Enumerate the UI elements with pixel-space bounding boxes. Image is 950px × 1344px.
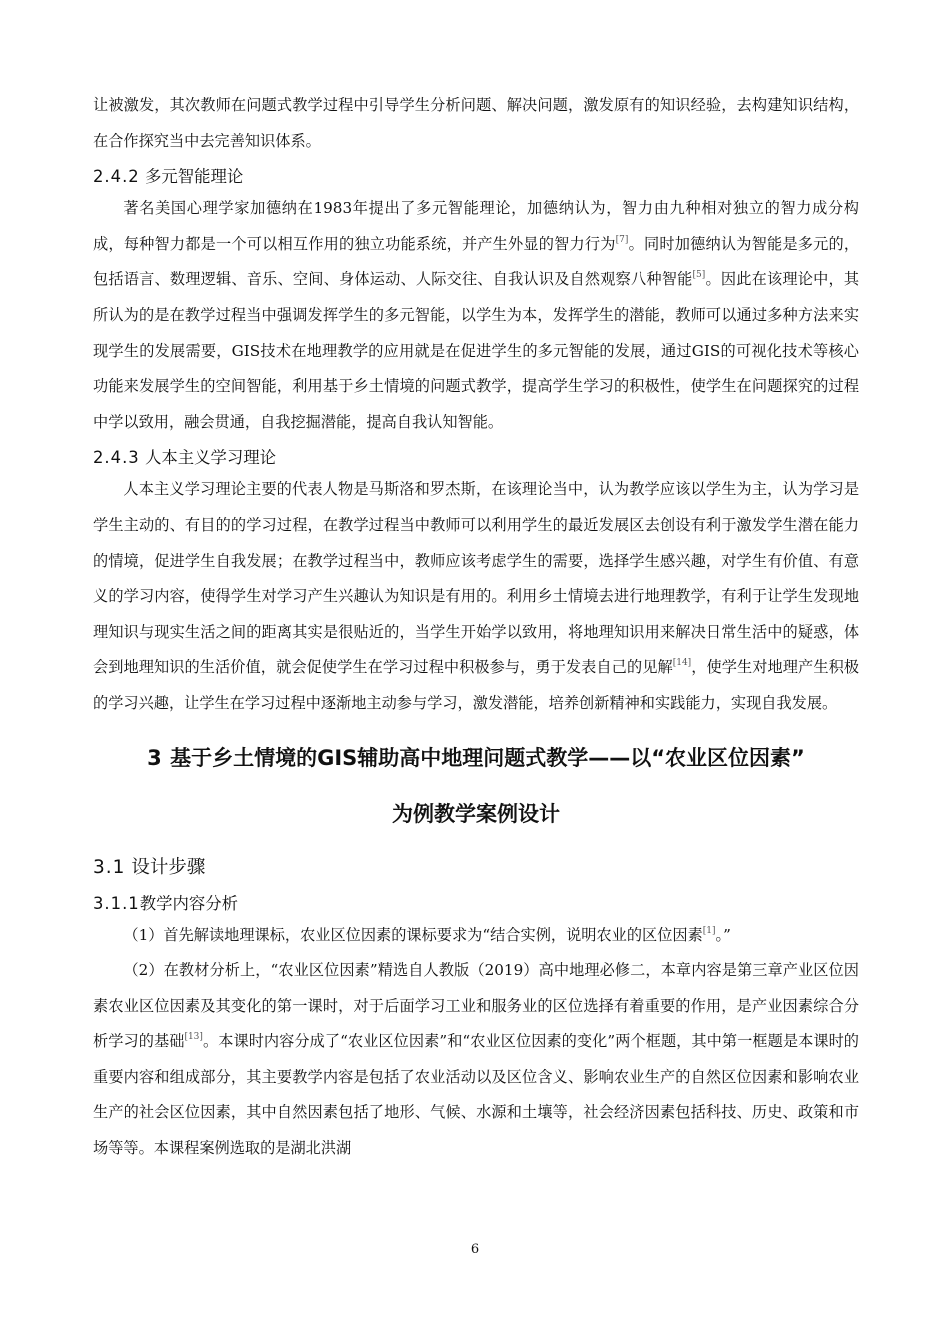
citation: [14]	[672, 658, 692, 669]
section-number: 3.1.1	[93, 893, 140, 913]
page-number: 6	[470, 1242, 480, 1257]
multiple-intelligence-paragraph	[93, 191, 859, 440]
text-run: ，使学生对地理产生积极的学习兴趣，让学生在学习过程中逐渐地主动参与学习，激发潜能，培养创新精神和实践能力，实现自我发展。	[93, 658, 860, 712]
page-content	[93, 88, 859, 1167]
chapter-3-heading	[93, 730, 859, 842]
section-2-4-3-heading	[93, 444, 859, 472]
text-run: 著名美国心理学家加德纳在1983年提出了多元智能理论，加德纳认为，智力由九种相对独立的智力成分构成，每种智力都是一个可以相互作用的独立功能系统，并产生外显的智力行为	[93, 199, 859, 253]
section-3-1-heading	[93, 850, 859, 886]
citation: [5]	[692, 270, 706, 281]
text-run: 。”	[715, 925, 731, 944]
chapter-title-line-1	[93, 730, 859, 786]
text-run: （1）首先解读地理课标，农业区位因素的课标要求为“结合实例，说明农业的区位因素	[123, 925, 703, 944]
chapter-title-text: 基于乡土情境的GIS辅助高中地理问题式教学——以“农业区位因素”	[170, 745, 805, 770]
text-run: （2）在教材分析上，“农业区位因素”精选自人教版（2019）高中地理必修二，本章内容是第三章产业区位因素农业区位因素及其变化的第一课时，对于后面学习工业和服务业的区位选择有着重要的作用，是产业因素综合分析学习的基础	[93, 961, 859, 1051]
chapter-title-line-2: 为例教学案例设计	[392, 801, 560, 826]
section-title: 教学内容分析	[139, 893, 239, 913]
citation: [13]	[184, 1032, 203, 1043]
section-title: 多元智能理论	[144, 167, 244, 187]
humanistic-learning-paragraph	[93, 472, 859, 721]
text-run: 人本主义学习理论主要的代表人物是马斯洛和罗杰斯，在该理论当中，认为教学应该以学生为主，认为学习是学生主动的、有目的的学习过程，在教学过程当中教师可以利用学生的最近发展区去创设有利于激发学生潜在能力的情境，促进学生自我发展；在教学过程当中，教师应该考虑学生的需要，选择学生感兴趣，对学生有价值、有意义的学习内容，使得学生对学习产生兴趣认为知识是有用的。利用乡土情境去进行地理教学，有利于让学生发现地理知识与现实生活之间的距离其实是很贴近的，当学生开始学以致用，将地理知识用来解决日常生活中的疑惑，体会到地理知识的生活价值，就会促使学生在学习过程中积极参与，勇于发表自己的见解	[93, 480, 859, 677]
text-run: 。因此在该理论中，其所认为的是在教学过程当中强调发挥学生的多元智能，以学生为本，发挥学生的潜能，教师可以通过多种方法来实现学生的发展需要，GIS技术在地理教学的应用就是在促进学生的多元智能的发展，通过GIS的可视化技术等核心功能来发展学生的空间智能，利用基于乡土情境的问题式教学，提高学生学习的积极性，使学生在问题探究的过程中学以致用，融会贯通，自我挖掘潜能，提高自我认知智能。	[93, 270, 860, 431]
text-run: 。本课时内容分成了“农业区位因素”和“农业区位因素的变化”两个框题，其中第一框题是本课时的重要内容和组成部分，其主要教学内容是包括了农业活动以及区位含义、影响农业生产的自然区位因素和影响农业生产的社会区位因素，其中自然因素包括了地形、气候、水源和土壤等，社会经济因素包括科技、历史、政策和市场等等。本课程案例选取的是湖北洪湖	[93, 1032, 859, 1158]
content-analysis-item-2	[93, 953, 859, 1167]
section-title: 人本主义学习理论	[144, 448, 277, 468]
section-number: 2.4.3	[93, 448, 140, 468]
section-2-4-2-heading	[93, 163, 859, 191]
section-number: 2.4.2	[93, 167, 140, 187]
content-analysis-item-1	[93, 918, 859, 954]
section-number: 3.1	[93, 856, 126, 878]
intro-paragraph: 让被激发，其次教师在问题式教学过程中引导学生分析问题、解决问题，激发原有的知识经验，去构建知识结构，在合作探究当中去完善知识体系。	[93, 96, 859, 150]
citation: [1]	[702, 925, 716, 936]
section-3-1-1-heading	[93, 890, 859, 918]
section-title: 设计步骤	[131, 856, 206, 878]
citation: [7]	[615, 234, 629, 245]
text-run: 。同时加德纳认为智能是多元的，包括语言、数理逻辑、音乐、空间、身体运动、人际交往、自我认识及自然观察八种智能	[93, 234, 860, 289]
chapter-number: 3	[147, 745, 163, 770]
